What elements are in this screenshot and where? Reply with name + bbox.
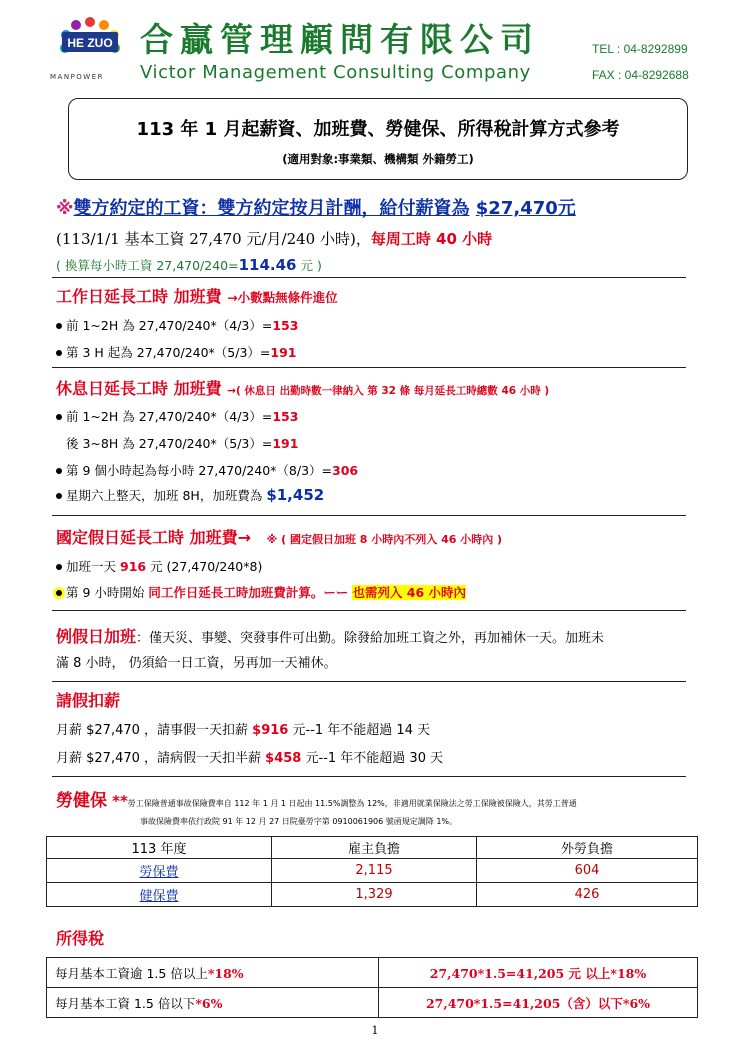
insurance-note-1: 勞工保險普通事故保險費率自 112 年 1 月 1 日起由 11.5%調整為 12%，非適用就業保險法之勞工保險被保險人，其勞工普通	[127, 799, 577, 808]
table-cell	[47, 988, 379, 1018]
fax-number: FAX : 04-8292688	[592, 68, 689, 82]
bullet-icon	[56, 564, 62, 570]
workday-ot-item	[56, 343, 297, 361]
divider	[52, 681, 686, 682]
insurance-title: 勞健保	[56, 791, 107, 811]
workday-ot-item-value: 153	[272, 318, 299, 333]
divider	[52, 277, 686, 278]
workday-ot-title: 工作日延長工時 加班費	[56, 287, 222, 306]
insurance-table	[46, 836, 698, 907]
restday-ot-heading	[56, 376, 549, 399]
hourly-wage-row	[56, 256, 322, 274]
divider	[52, 776, 686, 777]
weekly-hours: 每周工時 40 小時	[370, 230, 493, 248]
restday-ot-item	[56, 486, 324, 504]
leave-row-value: $916	[252, 723, 289, 738]
holiday-ot-title: 國定假日延長工時 加班費→	[56, 528, 251, 547]
workday-ot-item-text: 前 1~2H 為 27,470/240*（4/3）=	[66, 318, 273, 333]
table-header-row	[47, 837, 698, 859]
table-cell: 604	[477, 859, 698, 883]
table-header: 雇主負擔	[272, 837, 477, 859]
tax-condition: 每月基本工資逾 1.5 倍以上	[55, 965, 208, 981]
holiday-ot-heading	[56, 525, 502, 548]
table-cell: 勞保費	[47, 859, 272, 883]
divider	[52, 515, 686, 516]
divider	[52, 367, 686, 368]
restday-ot-item	[56, 461, 358, 479]
divider	[52, 610, 686, 611]
reference-mark: ※	[56, 198, 74, 219]
phone-number: TEL : 04-8292899	[592, 42, 688, 56]
leave-row	[56, 747, 443, 766]
bullet-icon	[56, 493, 62, 499]
tax-condition: 每月基本工資 1.5 倍以下	[55, 995, 196, 1011]
table-cell: 2,115	[272, 859, 477, 883]
workday-ot-item	[56, 316, 298, 334]
holiday-ot-item-text: 第 9 小時開始	[66, 585, 145, 600]
restday-ot-item-text: 前 1~2H 為 27,470/240*（4/3）=	[66, 409, 273, 424]
insurance-note-2: 事故保險費率依行政院 91 年 12 月 27 日院臺勞字第 0910061906 號函規定調降 1%。	[140, 817, 458, 826]
tax-rate: *6%	[195, 995, 223, 1011]
title-box	[68, 98, 688, 180]
bullet-icon	[56, 323, 62, 329]
restday-ot-item-text: 星期六上整天，加班 8H，加班費為	[66, 488, 263, 503]
leave-row	[56, 719, 430, 738]
regular-holiday-text-2: 滿 8 小時， 仍須給一日工資，另再加一天補休。	[56, 656, 337, 671]
workday-ot-heading	[56, 284, 338, 307]
leave-row-text: 月薪 $27,470 ，請事假一天扣薪	[56, 723, 249, 738]
table-header: 外勞負擔	[477, 837, 698, 859]
bullet-icon	[56, 350, 62, 356]
restday-ot-item	[56, 407, 298, 425]
hourly-prefix: ( 換算每小時工資 27,470/240=	[56, 258, 239, 273]
restday-ot-item	[66, 434, 298, 452]
insurance-stars: **	[112, 792, 128, 810]
basic-wage-text: (113/1/1 基本工資 27,470 元/月/240 小時)，	[56, 230, 371, 248]
insurance-heading	[56, 786, 577, 811]
restday-ot-item-value: 306	[332, 463, 359, 478]
regular-holiday-text-1: ：僅天災、事變、突發事件可出勤。除發給加班工資之外，再加補休一天。加班未	[136, 631, 605, 646]
hourly-value: 114.46	[238, 256, 297, 274]
workday-ot-note: →小數點無條件進位	[227, 290, 338, 305]
leave-row-suffix: 元--1 年不能超過 30 天	[305, 751, 444, 766]
bullet-icon	[56, 468, 62, 474]
page-subtitle: (適用對象:事業類、機構類 外籍勞工)	[282, 152, 474, 166]
restday-ot-note: →( 休息日 出勤時數一律納入 第 32 條 每月延長工時總數 46 小時 )	[227, 385, 550, 397]
holiday-ot-highlight: 也需列入 46 小時內	[352, 585, 466, 600]
tax-rate: *18%	[207, 965, 244, 981]
bullet-icon	[56, 590, 62, 596]
wage-headline: 雙方約定的工資：雙方約定按月計酬，給付薪資為	[73, 198, 470, 219]
holiday-ot-rule: 同工作日延長工時加班費計算。ーー	[148, 585, 349, 600]
workday-ot-item-text: 第 3 H 起為 27,470/240*（5/3）=	[66, 345, 271, 360]
page-number: 1	[371, 1024, 379, 1037]
logo-subtitle: MANPOWER	[50, 73, 105, 81]
wage-amount: $27,470元	[475, 198, 576, 219]
restday-ot-title: 休息日延長工時 加班費	[56, 379, 222, 398]
table-row	[47, 859, 698, 883]
leave-row-text: 月薪 $27,470 ，請病假一天扣半薪	[56, 751, 262, 766]
table-row	[47, 988, 698, 1018]
holiday-ot-item-suffix: 元 (27,470/240*8)	[150, 559, 263, 574]
table-cell: 27,470*1.5=41,205（含）以下*6%	[379, 988, 698, 1018]
logo-text: HE ZUO	[67, 36, 113, 50]
table-cell: 1,329	[272, 883, 477, 907]
tax-heading: 所得稅	[56, 929, 105, 948]
company-name-en: Victor Management Consulting Company	[140, 62, 531, 83]
tax-table	[46, 957, 698, 1018]
restday-ot-item-value: 191	[272, 436, 299, 451]
wage-headline-row	[56, 194, 576, 220]
table-cell: 健保費	[47, 883, 272, 907]
workday-ot-item-value: 191	[270, 345, 297, 360]
holiday-ot-item-value: 916	[120, 559, 147, 574]
holiday-ot-note: ※ ( 國定假日加班 8 小時內不列入 46 小時內 )	[266, 533, 503, 546]
table-cell: 426	[477, 883, 698, 907]
bullet-icon	[56, 414, 62, 420]
regular-holiday-paragraph	[56, 624, 696, 676]
leave-row-value: $458	[265, 751, 302, 766]
holiday-ot-item	[56, 583, 466, 601]
table-cell: 27,470*1.5=41,205 元 以上*18%	[379, 958, 698, 988]
holiday-ot-item-text: 加班一天	[66, 559, 117, 574]
table-cell	[47, 958, 379, 988]
table-row	[47, 958, 698, 988]
leave-row-suffix: 元--1 年不能超過 14 天	[292, 723, 431, 738]
leave-heading: 請假扣薪	[56, 691, 121, 710]
basic-wage-row	[56, 228, 492, 249]
table-header: 113 年度	[47, 837, 272, 859]
table-row	[47, 883, 698, 907]
restday-ot-item-value: 153	[272, 409, 299, 424]
company-logo	[52, 14, 128, 70]
restday-ot-item-value: $1,452	[266, 486, 325, 504]
restday-ot-item-text: 第 9 個小時起為每小時 27,470/240*（8/3）=	[66, 463, 333, 478]
regular-holiday-title: 例假日加班	[56, 627, 137, 646]
hourly-suffix: 元 )	[300, 258, 322, 273]
company-name-cn: 合贏管理顧問有限公司	[140, 20, 540, 59]
holiday-ot-item	[56, 557, 262, 575]
restday-ot-item-text: 後 3~8H 為 27,470/240*（5/3）=	[66, 436, 273, 451]
page-title: 113 年 1 月起薪資、加班費、勞健保、所得稅計算方式參考	[136, 119, 620, 140]
